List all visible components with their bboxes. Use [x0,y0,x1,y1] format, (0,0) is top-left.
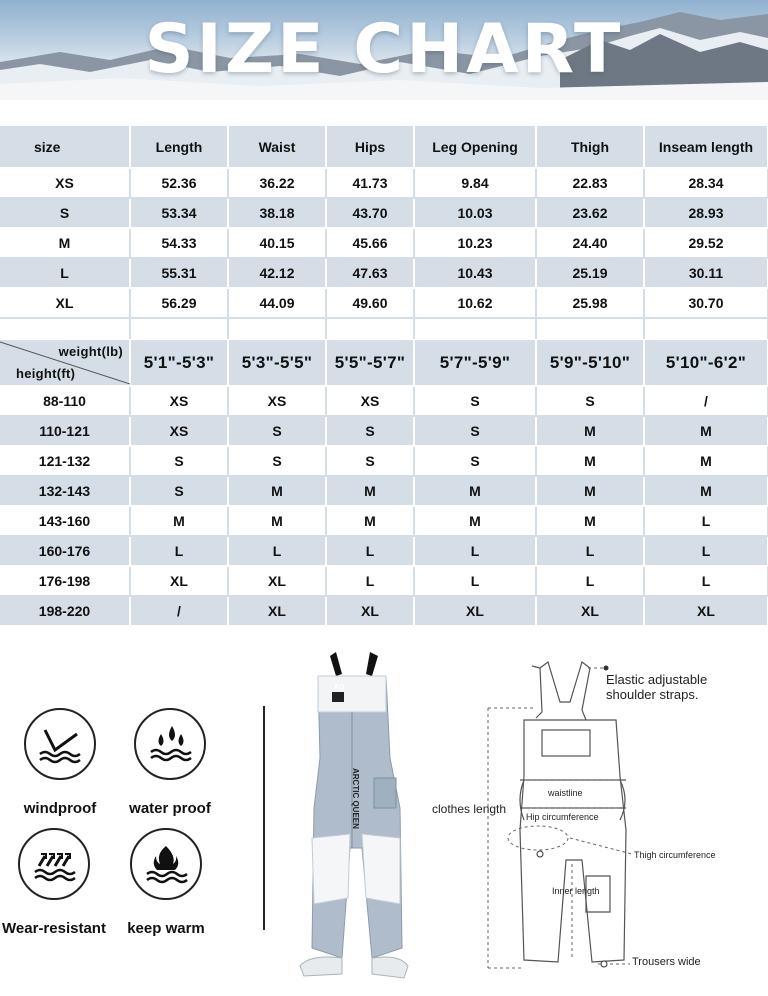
waistline-label: waistline [548,788,583,798]
table-cell: 25.98 [536,288,644,318]
table-cell: 45.66 [326,228,414,258]
table-cell: S [326,416,414,446]
table-cell: M [326,506,414,536]
weight-label: weight(lb) [58,344,123,359]
table-cell: L [326,536,414,566]
table-cell: 9.84 [414,168,536,198]
table-cell: 132-143 [0,476,130,506]
water-drop-icon [134,708,206,780]
table-cell: M [536,416,644,446]
table-cell: M [228,476,326,506]
table-cell: L [130,536,228,566]
table-cell: M [644,476,768,506]
table-cell: 198-220 [0,596,130,626]
column-header: 5'1"-5'3" [130,340,228,386]
table-cell: S [414,446,536,476]
table-row [0,258,768,288]
table-row [0,228,768,258]
feature-water-proof [110,708,230,817]
table-cell: S [228,446,326,476]
table-row [0,506,768,536]
table-cell: XL [228,596,326,626]
column-header: Leg Opening [414,126,536,168]
thigh-label: Thigh circumference [634,850,716,860]
measurement-diagram [420,650,760,985]
wind-icon [24,708,96,780]
measurement-table [0,126,768,341]
table-cell: M [414,476,536,506]
table-cell: 30.11 [644,258,768,288]
table-cell: L [536,536,644,566]
table-cell: XS [130,386,228,416]
table-cell: XL [130,566,228,596]
table-cell: L [644,566,768,596]
table-cell: M [644,446,768,476]
table-cell: 10.23 [414,228,536,258]
table-cell: 29.52 [644,228,768,258]
trousers-wide-label: Trousers wide [632,956,701,968]
table-row [0,198,768,228]
table-cell: 28.34 [644,168,768,198]
table-cell: 40.15 [228,228,326,258]
hip-label: Hip circumference [526,812,599,822]
table-cell: 121-132 [0,446,130,476]
table-cell: 36.22 [228,168,326,198]
table-cell: XL [0,288,130,318]
table-cell: L [644,506,768,536]
table-cell: 88-110 [0,386,130,416]
table-cell: 52.36 [130,168,228,198]
feature-label: water proof [129,800,211,817]
table-cell: 28.93 [644,198,768,228]
table-spacer-row [0,318,768,340]
table-cell: L [414,536,536,566]
column-header: Inseam length [644,126,768,168]
table-cell: 22.83 [536,168,644,198]
feature-wear-resistant [0,828,114,937]
column-header: Waist [228,126,326,168]
brand-text: ARCTIC QUEEN [351,768,360,829]
fit-guide-table [0,340,768,627]
table-cell: 56.29 [130,288,228,318]
table-cell: S [0,198,130,228]
feature-label: Wear-resistant [2,920,106,937]
table-cell: XL [326,596,414,626]
wear-resistant-icon [18,828,90,900]
page-title: SIZE CHART [144,10,624,89]
table-cell: / [644,386,768,416]
table-cell: 10.43 [414,258,536,288]
feature-windproof [0,708,120,817]
flame-icon [130,828,202,900]
table-row [0,168,768,198]
table-cell: XL [644,596,768,626]
table-cell: 23.62 [536,198,644,228]
table-cell: L [644,536,768,566]
table-cell: XL [414,596,536,626]
table-cell: S [130,446,228,476]
table-cell: M [536,506,644,536]
column-header: 5'9"-5'10" [536,340,644,386]
table-cell: L [326,566,414,596]
table-cell: M [0,228,130,258]
table-cell: S [228,416,326,446]
table-cell: 10.03 [414,198,536,228]
column-header: 5'10"-6'2" [644,340,768,386]
table-cell: 10.62 [414,288,536,318]
column-header: Thigh [536,126,644,168]
table-cell: 24.40 [536,228,644,258]
table-cell: S [536,386,644,416]
table-header-row [0,340,768,386]
table-cell: L [536,566,644,596]
feature-label: keep warm [127,920,205,937]
table-cell: 55.31 [130,258,228,288]
inner-length-label: Inner length [552,886,600,896]
table-cell: 43.70 [326,198,414,228]
table-cell: S [130,476,228,506]
shoulder-straps-label: Elastic adjustable shoulder straps. [606,672,708,702]
table-cell: 143-160 [0,506,130,536]
table-cell: S [326,446,414,476]
table-cell: L [0,258,130,288]
table-cell: 38.18 [228,198,326,228]
height-label: height(ft) [16,366,76,381]
table-cell: XL [228,566,326,596]
banner [0,0,768,100]
clothes-length-label: clothes length [432,802,507,816]
table-cell: 176-198 [0,566,130,596]
table-cell: 54.33 [130,228,228,258]
feature-label: windproof [23,800,97,817]
table-row [0,476,768,506]
table-cell: L [228,536,326,566]
column-header: 5'5"-5'7" [326,340,414,386]
table-cell: M [130,506,228,536]
table-cell: / [130,596,228,626]
table-cell: 49.60 [326,288,414,318]
table-cell: S [414,386,536,416]
table-cell: XS [0,168,130,198]
feature-keep-warm [106,828,226,937]
table-cell: 110-121 [0,416,130,446]
table-cell: L [414,566,536,596]
table-cell: 30.70 [644,288,768,318]
brand-badge: AQ [334,684,345,691]
column-header: Length [130,126,228,168]
table-cell: 44.09 [228,288,326,318]
column-header: 5'3"-5'5" [228,340,326,386]
column-header: Hips [326,126,414,168]
table-cell: XS [228,386,326,416]
corner-header [0,340,130,386]
table-header-row [0,126,768,168]
divider [263,706,265,930]
column-header: size [0,126,130,168]
table-cell: S [414,416,536,446]
table-cell: M [644,416,768,446]
table-row [0,536,768,566]
table-row [0,596,768,626]
table-cell: M [326,476,414,506]
table-cell: 25.19 [536,258,644,288]
table-cell: 53.34 [130,198,228,228]
table-row [0,416,768,446]
table-cell: XS [130,416,228,446]
table-row [0,288,768,318]
table-cell: M [228,506,326,536]
table-cell: XS [326,386,414,416]
table-cell: M [536,446,644,476]
column-header: 5'7"-5'9" [414,340,536,386]
product-image [290,648,415,996]
table-cell: XL [536,596,644,626]
table-cell: M [414,506,536,536]
table-cell: 42.12 [228,258,326,288]
table-row [0,386,768,416]
table-row [0,566,768,596]
table-cell: 160-176 [0,536,130,566]
table-cell: 41.73 [326,168,414,198]
table-cell: M [536,476,644,506]
table-cell: 47.63 [326,258,414,288]
table-row [0,446,768,476]
